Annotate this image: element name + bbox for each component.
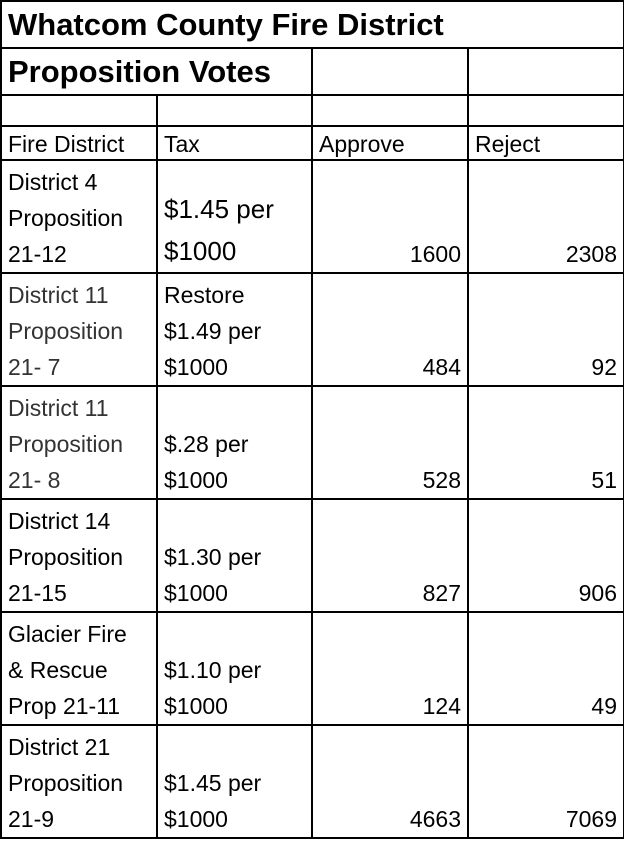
empty-cell[interactable] (1, 95, 157, 126)
header-row (1, 126, 624, 160)
approve-cell[interactable]: 4663 (312, 725, 468, 838)
title-row-2 (1, 48, 624, 95)
district-cell[interactable]: District 11 Proposition 21- 7 (1, 273, 157, 386)
reject-cell[interactable]: 7069 (468, 725, 624, 838)
approve-cell[interactable]: 1600 (312, 160, 468, 273)
approve-cell[interactable]: 124 (312, 612, 468, 725)
reject-cell[interactable]: 49 (468, 612, 624, 725)
header-approve[interactable]: Approve (312, 126, 468, 160)
tax-cell[interactable]: $.28 per $1000 (157, 386, 312, 499)
sheet-subtitle[interactable]: Proposition Votes (1, 48, 312, 95)
table-row (1, 273, 624, 386)
tax-cell[interactable]: $1.45 per $1000 (157, 160, 312, 273)
district-cell[interactable]: District 14 Proposition 21-15 (1, 499, 157, 612)
district-cell[interactable]: District 4 Proposition 21-12 (1, 160, 157, 273)
empty-cell[interactable] (312, 95, 468, 126)
table-row (1, 386, 624, 499)
blank-row (1, 95, 624, 126)
approve-cell[interactable]: 528 (312, 386, 468, 499)
approve-cell[interactable]: 484 (312, 273, 468, 386)
tax-cell[interactable]: $1.10 per $1000 (157, 612, 312, 725)
tax-cell[interactable]: $1.30 per $1000 (157, 499, 312, 612)
tax-cell[interactable]: Restore $1.49 per $1000 (157, 273, 312, 386)
table-row (1, 499, 624, 612)
header-fire-district[interactable]: Fire District (1, 126, 157, 160)
reject-cell[interactable]: 906 (468, 499, 624, 612)
table-row (1, 160, 624, 273)
sheet-title[interactable]: Whatcom County Fire District (1, 1, 624, 48)
empty-cell[interactable] (468, 95, 624, 126)
reject-cell[interactable]: 2308 (468, 160, 624, 273)
district-cell[interactable]: District 11 Proposition 21- 8 (1, 386, 157, 499)
district-cell[interactable]: District 21 Proposition 21-9 (1, 725, 157, 838)
district-cell[interactable]: Glacier Fire & Rescue Prop 21-11 (1, 612, 157, 725)
table-row (1, 725, 624, 838)
header-tax[interactable]: Tax (157, 126, 312, 160)
title-row-1 (1, 1, 624, 48)
reject-cell[interactable]: 92 (468, 273, 624, 386)
reject-cell[interactable]: 51 (468, 386, 624, 499)
approve-cell[interactable]: 827 (312, 499, 468, 612)
table-row (1, 612, 624, 725)
header-reject[interactable]: Reject (468, 126, 624, 160)
empty-cell[interactable] (312, 48, 468, 95)
tax-cell[interactable]: $1.45 per $1000 (157, 725, 312, 838)
empty-cell[interactable] (157, 95, 312, 126)
empty-cell[interactable] (468, 48, 624, 95)
